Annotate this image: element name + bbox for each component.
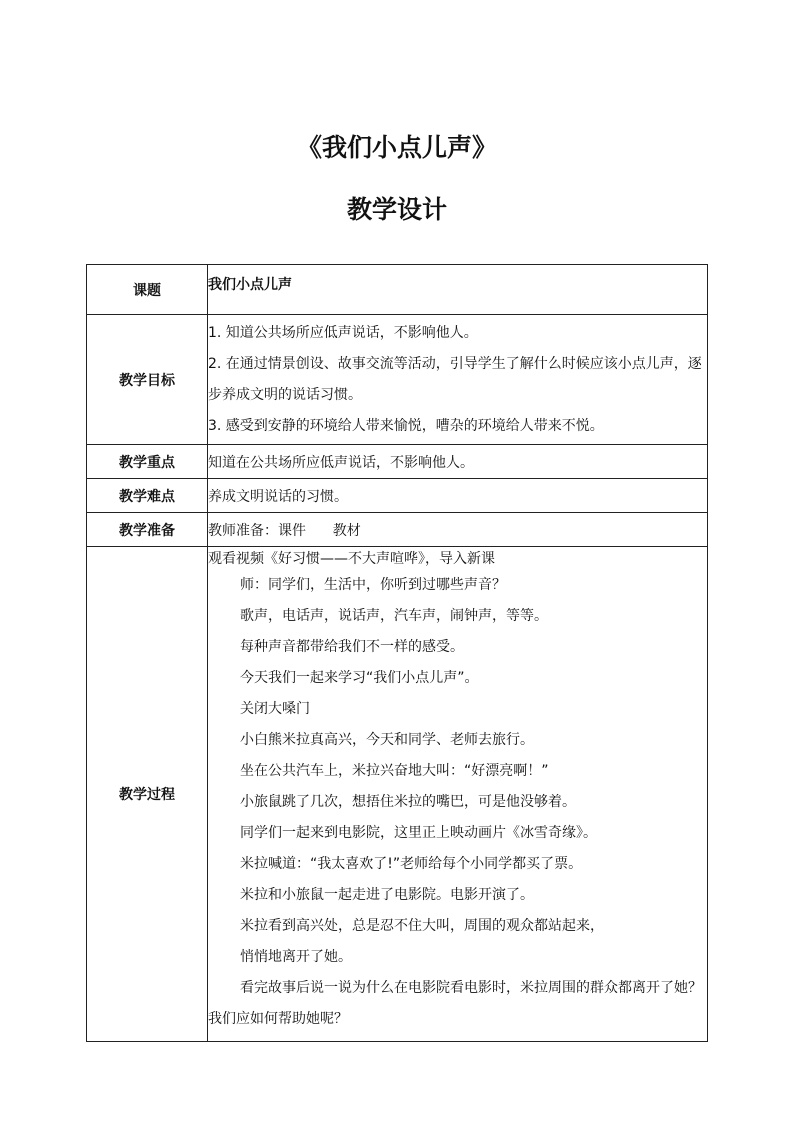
table-row-goals (87, 315, 708, 445)
process-label: 教学过程 (87, 547, 208, 1042)
goals-content (208, 315, 708, 445)
preparation-label: 教学准备 (87, 513, 208, 547)
difficulty-label: 教学难点 (87, 479, 208, 513)
process-line: 观看视频《好习惯——不大声喧哗》，导入新课 (208, 551, 495, 567)
goal-item: 2. 在通过情景创设、故事交流等活动，引导学生了解什么时候应该小点儿声，逐步养成文明的说话习惯。 (208, 356, 702, 403)
goals-label: 教学目标 (87, 315, 208, 445)
process-line: 同学们一起来到电影院，这里正上映动画片《冰雪奇缘》。 (240, 825, 597, 841)
table-row-process (87, 547, 708, 1042)
focus-label: 教学重点 (87, 445, 208, 479)
table-row-topic (87, 265, 708, 315)
process-line: 悄悄地离开了她。 (240, 949, 352, 965)
goal-item: 1. 知道公共场所应低声说话，不影响他人。 (208, 325, 478, 341)
process-line: 师：同学们，生活中，你听到过哪些声音？ (240, 577, 506, 593)
process-line: 每种声音都带给我们不一样的感受。 (240, 639, 464, 655)
table-row-focus (87, 445, 708, 479)
table-row-preparation (87, 513, 708, 547)
lesson-plan-table (86, 264, 708, 1042)
process-line: 今天我们一起来学习“我们小点儿声”。 (240, 670, 479, 686)
process-line: 歌声，电话声，说话声，汽车声，闹钟声，等等。 (240, 608, 548, 624)
process-line: 米拉看到高兴处，总是忍不住大叫，周围的观众都站起来， (240, 918, 604, 934)
process-line: 小白熊米拉真高兴，今天和同学、老师去旅行。 (240, 732, 534, 748)
document-subtitle: 教学设计 (346, 195, 447, 224)
process-line: 小旅鼠跳了几次，想捂住米拉的嘴巴，可是他没够着。 (240, 794, 576, 810)
process-line: 看完故事后说一说为什么在电影院看电影时，米拉周围的群众都离开了她？我们应如何帮助她呢？ (208, 980, 702, 1027)
topic-label: 课题 (87, 265, 208, 315)
table-row-difficulty (87, 479, 708, 513)
difficulty-value: 养成文明说话的习惯。 (208, 479, 708, 513)
goal-item: 3. 感受到安静的环境给人带来愉悦，嘈杂的环境给人带来不悦。 (208, 418, 604, 434)
focus-value: 知道在公共场所应低声说话，不影响他人。 (208, 445, 708, 479)
process-line: 米拉和小旅鼠一起走进了电影院。电影开演了。 (240, 887, 534, 903)
preparation-value: 教师准备：课件 教材 (208, 513, 708, 547)
process-line: 米拉喊道：“我太喜欢了!”老师给每个小同学都买了票。 (240, 856, 583, 872)
process-line: 坐在公共汽车上，米拉兴奋地大叫：“好漂亮啊！” (240, 763, 549, 779)
process-line: 关闭大嗓门 (240, 701, 310, 717)
topic-value: 我们小点儿声 (208, 265, 708, 315)
document-title: 《我们小点儿声》 (296, 133, 497, 162)
process-content (208, 547, 708, 1042)
